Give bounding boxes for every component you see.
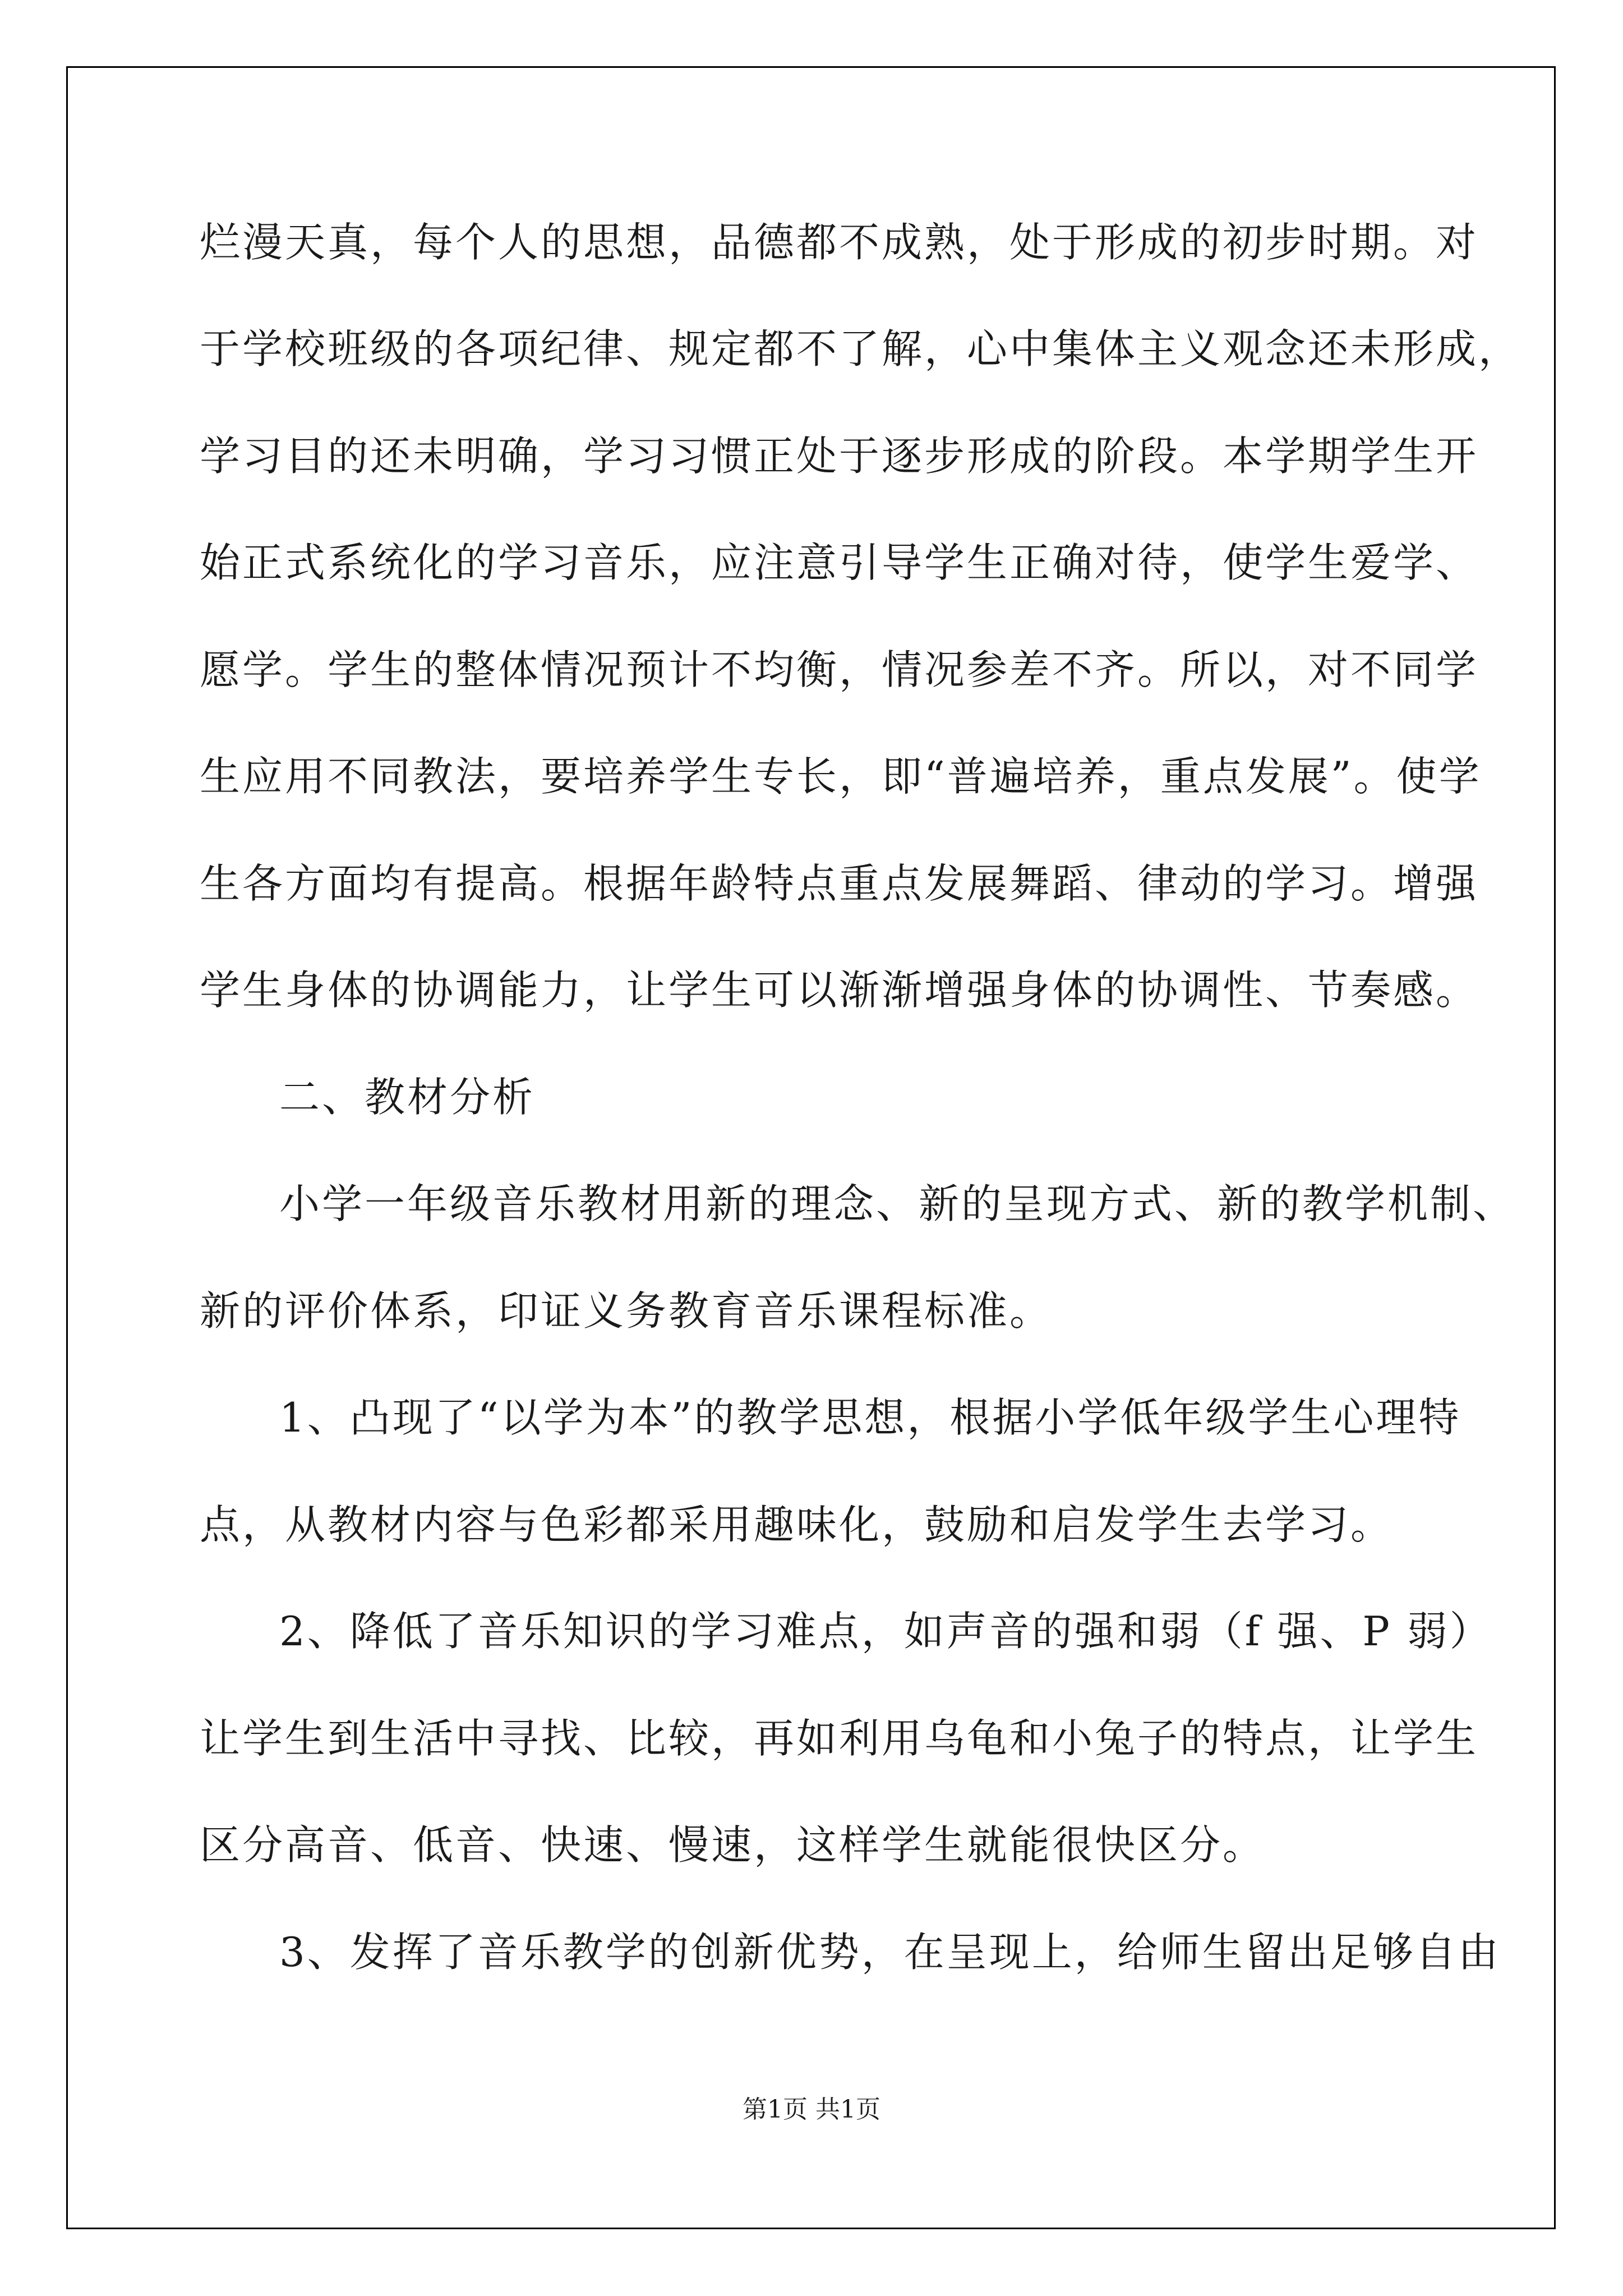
text-line: 1、凸现了“以学为本”的教学思想，根据小学低年级学生心理特 <box>279 1394 1461 1441</box>
text-line: 3、发挥了音乐教学的创新优势，在呈现上，给师生留出足够自由 <box>279 1929 1501 1976</box>
text-line: 于学校班级的各项纪律、规定都不了解，心中集体主义观念还未形成， <box>200 325 1521 372</box>
text-line: 始正式系统化的学习音乐，应注意引导学生正确对待，使学生爱学、 <box>200 539 1479 586</box>
text-line: 生各方面均有提高。根据年龄特点重点发展舞蹈、律动的学习。增强 <box>200 860 1479 907</box>
text-line: 新的评价体系，印证义务教育音乐课程标准。 <box>200 1287 1053 1335</box>
text-line: 区分高音、低音、快速、慢速，这样学生就能很快区分。 <box>200 1821 1266 1869</box>
page-footer: 第1页 共1页 <box>743 2095 880 2124</box>
text-line: 点，从教材内容与色彩都采用趣味化，鼓励和启发学生去学习。 <box>200 1501 1394 1548</box>
text-line: 让学生到生活中寻找、比较，再如利用乌龟和小兔子的特点，让学生 <box>200 1715 1479 1762</box>
text-line: 小学一年级音乐教材用新的理念、新的呈现方式、新的教学机制、 <box>279 1180 1516 1227</box>
page-border <box>66 66 1556 2229</box>
text-line: 学生身体的协调能力，让学生可以渐渐增强身体的协调性、节奏感。 <box>200 967 1479 1014</box>
text-line: 烂漫天真，每个人的思想，品德都不成熟，处于形成的初步时期。对 <box>200 219 1479 266</box>
text-line: 生应用不同教法，要培养学生专长，即“普遍培养，重点发展”。使学 <box>200 753 1482 800</box>
section-heading: 二、教材分析 <box>279 1074 536 1121</box>
text-line: 学习目的还未明确，学习习惯正处于逐步形成的阶段。本学期学生开 <box>200 432 1479 480</box>
text-line: 愿学。学生的整体情况预计不均衡，情况参差不齐。所以，对不同学 <box>200 646 1479 693</box>
text-line: 2、降低了音乐知识的学习难点，如声音的强和弱（f 强、P 弱） <box>279 1608 1492 1655</box>
